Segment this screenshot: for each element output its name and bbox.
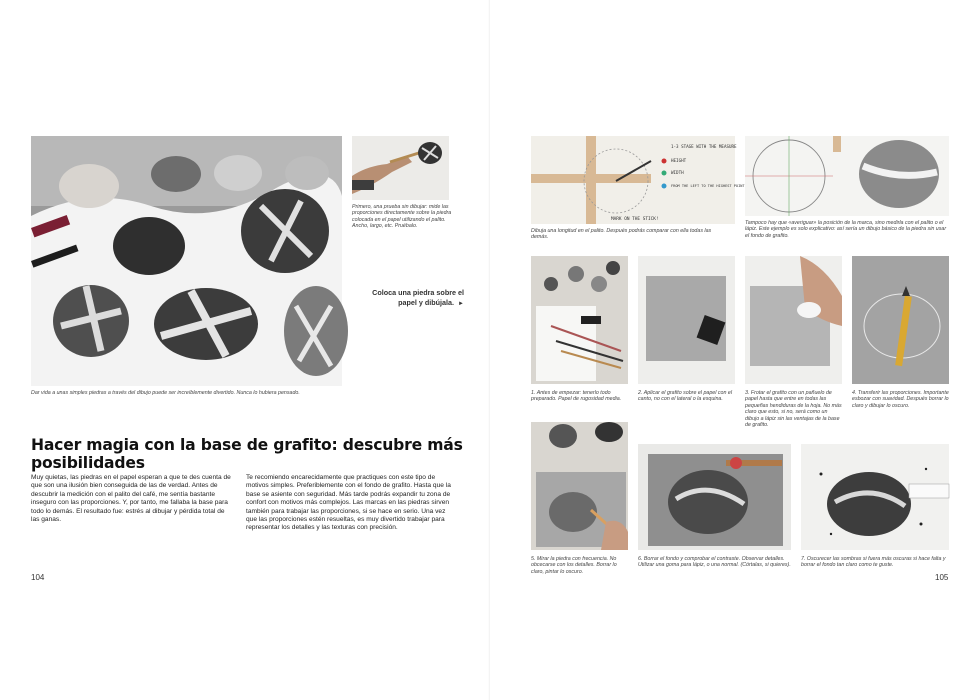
step-3-image — [745, 256, 842, 384]
page-number-right: 105 — [935, 573, 949, 582]
sketch-basic-drawing-image — [745, 136, 949, 216]
body-column-2: Te recomiendo encarecidamente que practiques con este tipo de motivos simples. Preferiblemente con el fondo de grafito. Hasta que la base se asiente con seguridad. Más tarde podrás expandir tu zona de confort con motivos más complejos. Las marcas en las piedras sirven también para trabajar las proporciones, si se hace en serio. Una vez que las proporciones estén resueltas, es muy divertido trabajar para representar los detalles y las texturas con precisión. — [246, 474, 451, 532]
sketch-note-2: HEIGHT — [671, 158, 687, 163]
caption-top-left: Dibuja una longitud en el palito. Después podrás comparar con ella todas las demás. — [531, 228, 712, 241]
page-number-left: 104 — [31, 573, 45, 582]
main-image-caption: Dar vida a unas simples piedras a través del dibujo puede ser increíblemente divertido. Nunca lo hubiera pensado. — [31, 390, 300, 396]
measuring-hand-image — [352, 136, 449, 200]
body-column-1: Muy quietas, las piedras en el papel esperan a que te des cuenta de que son una ilusión bien conseguida de las de verdad. Antes de descubrir la medición con el palito del café, me sentía bastante inseguro con las proporciones. Y, por tanto, me fallaba la base para todo lo demás. El resultado fue: estrés al dibujar y pérdida total de las ganas. — [31, 474, 231, 524]
step-5-caption: 5. Mirar la piedra con frecuencia. No obcecarse con los detalles. Borrar lo claro, pintar lo oscuro. — [531, 556, 617, 575]
step-2-caption: 2. Aplicar el grafito sobre el papel con el canto, no con el lateral o la esquina. — [638, 390, 733, 403]
sketch-measure-svg — [531, 136, 745, 224]
arrow-right-icon: ► — [458, 300, 464, 307]
step-1-svg — [531, 256, 628, 384]
step-7-image — [801, 444, 949, 550]
sketch-basic-drawing-svg — [745, 136, 949, 216]
step-5-svg — [531, 422, 628, 550]
step-7-svg — [801, 444, 949, 550]
caption-top-right: Tampoco hay que «averiguar» la posición de la marca, sino medirla con el palito o el lápiz. Este ejemplo es solo explicativo: así sería un dibujo básico de la piedra sin usar el fondo de grafito. — [745, 220, 947, 239]
step-2-image — [638, 256, 735, 384]
step-4-image — [852, 256, 949, 384]
measuring-hand-svg — [352, 136, 449, 200]
sketch-note-4: FROM THE LEFT TO THE HIGHEST POINT — [671, 184, 745, 188]
step-6-image — [638, 444, 791, 550]
sketch-note-bottom: MARK ON THE STICK! — [611, 217, 659, 222]
right-page — [490, 0, 980, 700]
callout-label: Coloca una piedra sobre el papel y dibújala. — [372, 288, 464, 307]
sketch-measure-image — [531, 136, 745, 224]
callout-text — [362, 288, 464, 309]
step-1-caption: 1. Antes de empezar: tenerlo todo preparado. Papel de rugosidad media. — [531, 390, 622, 403]
step-4-svg — [852, 256, 949, 384]
stones-drawing-svg — [31, 136, 342, 386]
step-6-caption: 6. Borrar el fondo y comprobar el contraste. Observar detalles. Utilizar una goma para lápiz, o una normal. (Córtalas, si quieres). — [638, 556, 791, 569]
side-image-caption: Primero, una prueba sin dibujar: mide las proporciones directamente sobre la piedra colocada en el papel utilizando el palito. Ancho, largo, etc. Pruébalo. — [352, 204, 452, 230]
stones-drawing-image — [31, 136, 342, 386]
step-1-image — [531, 256, 628, 384]
step-3-svg — [745, 256, 842, 384]
step-2-svg — [638, 256, 735, 384]
sketch-note-3: WIDTH — [671, 170, 684, 175]
step-3-caption: 3. Frotar el grafito con un pañuelo de papel hasta que entre en todas las pequeñas hendiduras de la hoja. No más claro que esto, si no, será como un dibujo a lápiz sin las ventajas de la base de grafito. — [745, 390, 842, 429]
sketch-note-1: 1-3 STAGE WITH THE MEASURE — [671, 144, 737, 149]
step-5-image — [531, 422, 628, 550]
section-heading: Hacer magia con la base de grafito: descubre más posibilidades — [31, 436, 463, 472]
step-6-svg — [638, 444, 791, 550]
step-4-caption: 4. Transferir las proporciones. Importante esbozar con suavidad. Después borrar lo claro y dibujar lo oscuro. — [852, 390, 949, 409]
step-7-caption: 7. Oscurecer las sombras si fuera más oscuras si hace falta y borrar el fondo tan claro como te guste. — [801, 556, 946, 569]
